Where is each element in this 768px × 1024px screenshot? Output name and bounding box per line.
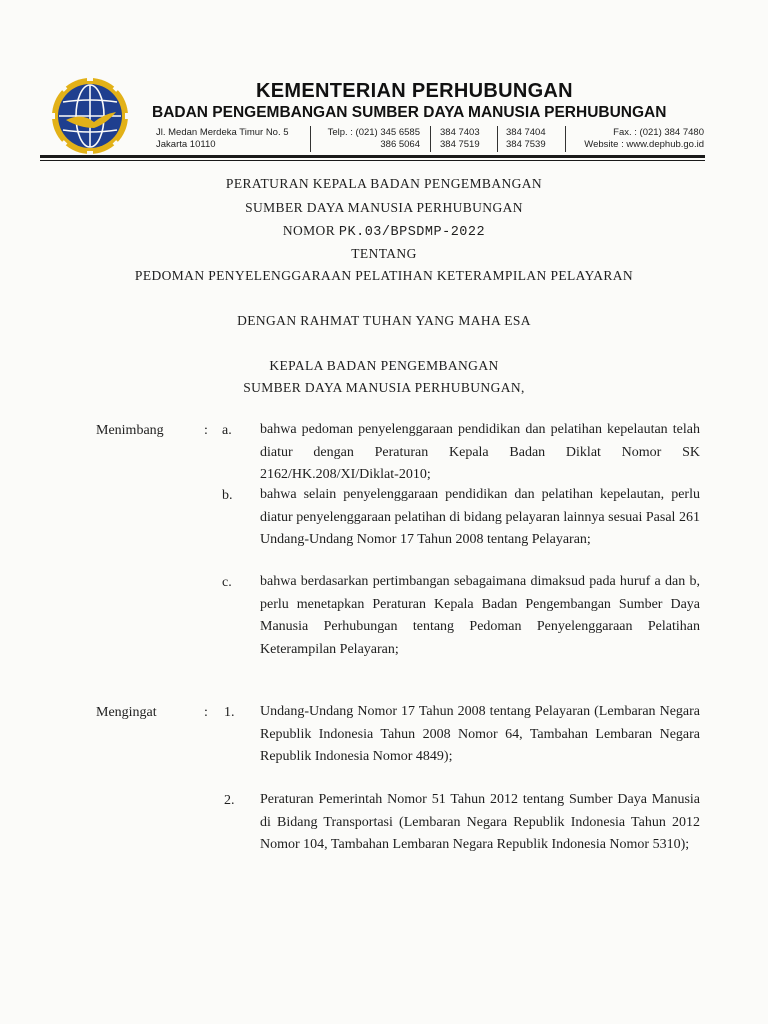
address-street: Jl. Medan Merdeka Timur No. 5 xyxy=(156,127,289,138)
header-divider xyxy=(565,126,566,152)
ministry-logo-icon xyxy=(50,76,130,156)
mengingat-marker-2: 2. xyxy=(224,793,235,808)
phone-primary: Telp. : (021) 345 6585 xyxy=(327,127,420,138)
regulation-subject: PEDOMAN PENYELENGGARAAN PELATIHAN KETERAMPILAN PELAYARAN xyxy=(134,268,634,283)
menimbang-label: Menimbang xyxy=(96,423,164,438)
phone-secondary: 386 5064 xyxy=(380,139,420,150)
fax-number: Fax. : (021) 384 7480 xyxy=(613,127,704,138)
ministry-name: KEMENTERIAN PERHUBUNGAN xyxy=(256,80,573,102)
official-title-line2: SUMBER DAYA MANUSIA PERHUBUNGAN, xyxy=(243,380,525,395)
website: Website : www.dephub.go.id xyxy=(584,139,704,150)
letterhead-rule-thin xyxy=(40,160,705,161)
phone-number: 384 7403 xyxy=(440,127,480,138)
agency-name: BADAN PENGEMBANGAN SUMBER DAYA MANUSIA PERHUBUNGAN xyxy=(152,104,667,121)
mengingat-marker-1: 1. xyxy=(224,705,235,720)
regulation-title-line2: SUMBER DAYA MANUSIA PERHUBUNGAN xyxy=(245,200,523,215)
phone-number: 384 7404 xyxy=(506,127,546,138)
mengingat-colon: : xyxy=(204,705,208,720)
menimbang-item-b: bahwa selain penyelenggaraan pendidikan dan pelatihan kepelautan, perlu diatur penyelenggaraan pelatihan di bidang pelayaran lainnya sesuai Pasal 261 Undang-Undang Nomor 17 Tahun 2008 tentang Pelayaran; xyxy=(260,487,700,547)
phone-number: 384 7519 xyxy=(440,139,480,150)
fax-web-block xyxy=(578,127,704,151)
tentang-label: TENTANG xyxy=(351,246,417,261)
nomor-label: NOMOR xyxy=(282,223,339,238)
menimbang-marker-c: c. xyxy=(222,575,232,590)
invocation: DENGAN RAHMAT TUHAN YANG MAHA ESA xyxy=(237,313,531,328)
mengingat-label: Mengingat xyxy=(96,705,157,720)
menimbang-marker-b: b. xyxy=(222,488,233,503)
regulation-number xyxy=(0,223,768,240)
address-block xyxy=(156,127,289,151)
phone-block-2 xyxy=(440,127,480,151)
header-divider xyxy=(497,126,498,152)
nomor-code: PK.03/BPSDMP-2022 xyxy=(338,225,486,240)
phone-number: 384 7539 xyxy=(506,139,546,150)
menimbang-item-c: bahwa berdasarkan pertimbangan sebagaimana dimaksud pada huruf a dan b, perlu menetapkan Peraturan Kepala Badan Pengembangan Sumber Daya Manusia Perhubungan tentang Pedoman Penyelenggaraan Pelatihan Keterampilan Pelayaran; xyxy=(260,574,700,657)
mengingat-item-2: Peraturan Pemerintah Nomor 51 Tahun 2012 tentang Sumber Daya Manusia di Bidang Transportasi (Lembaran Negara Republik Indonesia Tahun 2012 Nomor 104, Tambahan Lembaran Negara Republik Indonesia Nomor 5310); xyxy=(260,792,700,852)
phone-block-3 xyxy=(506,127,546,151)
regulation-title-line1: PERATURAN KEPALA BADAN PENGEMBANGAN xyxy=(225,176,543,191)
address-city: Jakarta 10110 xyxy=(156,139,216,150)
phone-block xyxy=(320,127,420,151)
header-divider xyxy=(310,126,311,152)
menimbang-marker-a: a. xyxy=(222,423,232,438)
official-title-line1: KEPALA BADAN PENGEMBANGAN xyxy=(269,358,499,373)
mengingat-item-1: Undang-Undang Nomor 17 Tahun 2008 tentang Pelayaran (Lembaran Negara Republik Indonesia Tahun 2008 Nomor 64, Tambahan Lembaran Negara Republik Indonesia Nomor 4849); xyxy=(260,704,700,764)
letterhead-rule xyxy=(40,155,705,158)
menimbang-item-a: bahwa pedoman penyelenggaraan pendidikan dan pelatihan kepelautan telah diatur dengan Peraturan Kepala Badan Diklat Nomor SK 2162/HK.208/XI/Diklat-2010; xyxy=(260,422,700,482)
header-divider xyxy=(430,126,431,152)
menimbang-colon: : xyxy=(204,423,208,438)
